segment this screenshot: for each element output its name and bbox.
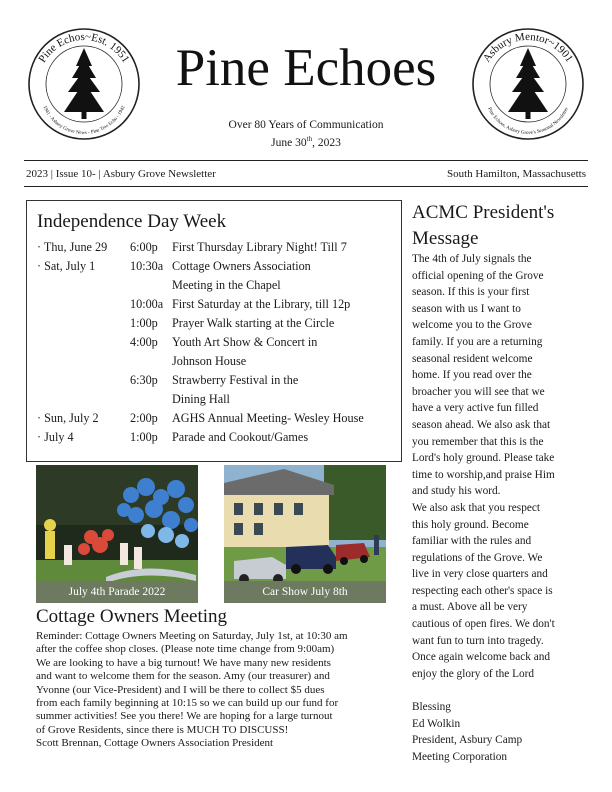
left-seal-logo xyxy=(26,26,142,142)
left-seal-top-text: Pine Echos~Est. 1951 xyxy=(36,30,132,65)
tagline-line: Over 80 Years of Communication xyxy=(228,119,384,131)
row-event: Youth Art Show & Concert in xyxy=(172,335,318,349)
car-show-caption: Car Show July 8th xyxy=(224,581,386,603)
president-body: The 4th of July signals the official opening of the Grove season. If this is your first season with us I want to welcome you to the Grove family. If you are a returning seasonal resident welcome home. If you read over the broacher you will see that we have a very active fun filled season ahead. We also ask that you remember that this is the Lord's holy ground. Please take time to worship,and praise Him and study his word. We also ask that you respect this holy ground. Become familiar with the rules and regulations of the Grove. We live in very close quarters and respecting each other's space is a must. Above all be very cautious of open fires. We don't want fun to turn into tragedy. Once again welcome back and enjoy the glory of the Lord Blessing Ed Wolkin President, Asbury Camp Meeting Corporation xyxy=(412,253,555,763)
row-time xyxy=(130,352,172,371)
newsletter-title: Pine Echoes xyxy=(175,39,437,97)
schedule-row xyxy=(37,276,397,295)
president-title: ACMC President's Message xyxy=(412,202,555,249)
row-time: 1:00p xyxy=(130,316,158,330)
right-seal-bottom-text: Pine Echoes, Asbury Grove's Seasonal Newsletter xyxy=(486,106,570,137)
parade-photo xyxy=(36,465,198,603)
issue-date-day: June 30 xyxy=(271,136,307,149)
row-event: First Thursday Library Night! Till 7 xyxy=(172,240,347,254)
row-time: 6:00p xyxy=(130,240,158,254)
row-day xyxy=(37,371,130,390)
top-divider xyxy=(24,160,588,161)
row-day: · Sun, July 2 xyxy=(37,411,99,425)
schedule-row xyxy=(37,390,397,409)
cottage-title: Cottage Owners Meeting xyxy=(36,606,228,627)
issue-info: 2023 | Issue 10- | Asbury Grove Newsletter xyxy=(26,168,216,180)
row-event: AGHS Annual Meeting- Wesley House xyxy=(172,411,364,425)
row-time: 1:00p xyxy=(130,430,158,444)
schedule-row xyxy=(37,238,397,257)
bottom-divider xyxy=(24,186,588,187)
right-seal-top-text: Asbury Mentor~1901 xyxy=(480,30,576,65)
row-day: · Sat, July 1 xyxy=(37,259,96,273)
parade-caption: July 4th Parade 2022 xyxy=(36,581,198,603)
right-seal-logo xyxy=(470,26,586,142)
schedule-row xyxy=(37,333,397,352)
schedule-row xyxy=(37,257,397,276)
row-time: 4:00p xyxy=(130,335,158,349)
schedule-row xyxy=(37,428,397,447)
row-event: Dining Hall xyxy=(172,392,230,406)
row-day xyxy=(37,390,130,409)
row-day xyxy=(37,276,130,295)
schedule-title: Independence Day Week xyxy=(37,211,227,232)
row-time: 6:30p xyxy=(130,373,158,387)
row-time xyxy=(130,390,172,409)
row-event: Cottage Owners Association xyxy=(172,259,311,273)
row-day xyxy=(37,333,130,352)
row-day xyxy=(37,295,130,314)
cottage-body: Reminder: Cottage Owners Meeting on Saturday, July 1st, at 10:30 am after the coffee shop closes. (Please note time change from 9:00am) We are looking to have a big turnout! We have many new residents and want to welcome them for the season. Amy (our treasurer) and Yvonne (our Vice-President) and I will be there to collect $5 dues from each family beginning at 10:15 so we can build up our fund for summer activities! See you there! We are hoping for a large turnout of Grove Residents, since there is MUCH TO DISCUSS! Scott Brennan, Cottage Owners Association President xyxy=(36,630,348,750)
schedule-box xyxy=(26,200,402,462)
schedule-row xyxy=(37,352,397,371)
row-event: Strawberry Festival in the xyxy=(172,373,299,387)
schedule-row xyxy=(37,371,397,390)
row-event: First Saturday at the Library, till 12p xyxy=(172,297,351,311)
issue-date-year: , 2023 xyxy=(312,136,341,149)
row-event: Prayer Walk starting at the Circle xyxy=(172,316,335,330)
row-event: Parade and Cookout/Games xyxy=(172,430,309,444)
row-day: · July 4 xyxy=(37,430,74,444)
schedule-row xyxy=(37,409,397,428)
left-seal-bottom-text: 1941 - Asbury Grove News - Pine Tree Echo - 1942 xyxy=(41,105,127,137)
row-time: 2:00p xyxy=(130,411,158,425)
row-event: Johnson House xyxy=(172,354,247,368)
row-time xyxy=(130,276,172,295)
row-event: Meeting in the Chapel xyxy=(172,278,281,292)
schedule-row xyxy=(37,295,397,314)
row-day xyxy=(37,352,130,371)
row-time: 10:00a xyxy=(130,297,164,311)
issue-date xyxy=(190,132,422,150)
tagline xyxy=(190,118,422,150)
location: South Hamilton, Massachusetts xyxy=(446,168,586,180)
car-show-photo xyxy=(224,465,386,603)
row-time: 10:30a xyxy=(130,259,164,273)
schedule-row xyxy=(37,314,397,333)
row-day: · Thu, June 29 xyxy=(37,240,108,254)
row-day xyxy=(37,314,130,333)
issue-date-suffix: th xyxy=(306,135,313,143)
schedule-list xyxy=(37,238,397,447)
